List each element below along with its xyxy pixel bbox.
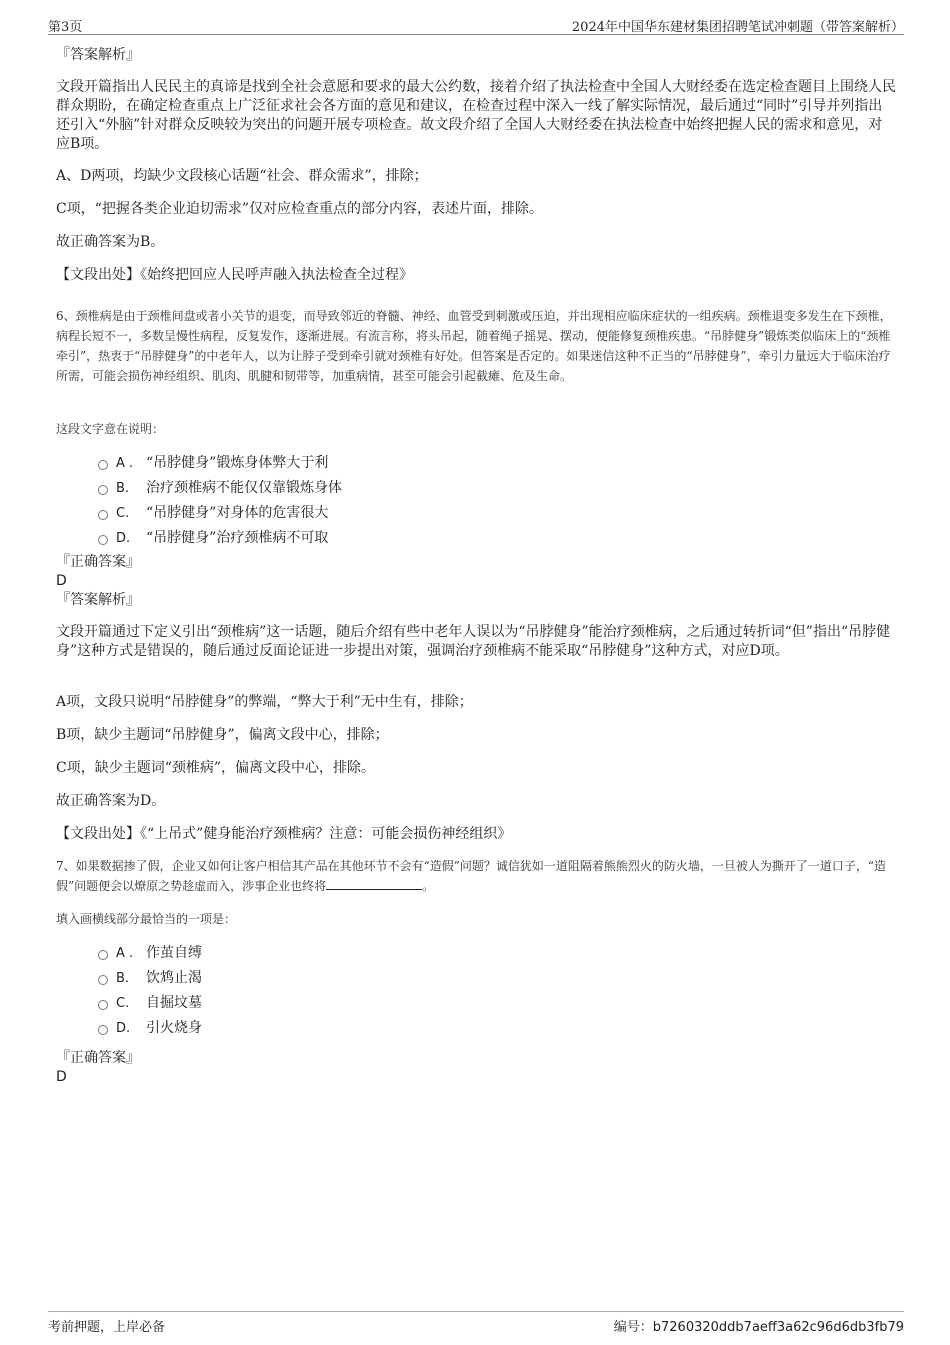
document-title: 2024年中国华东建材集团招聘笔试冲刺题（带答案解析） xyxy=(571,20,904,35)
q5-analysis-text: 文段开篇指出人民民主的真谛是找到全社会意愿和要求的最大公约数，接着介绍了执法检查中全国人大财经委在选定检查题目上围绕人民群众期盼，在确定检查重点上广泛征求社会各方面的意见和建议，在检查过程中深入一线了解实际情况，最后通过“同时”引导并列指出还引入“外脑”针对群众反映较为突出的问题开展专项检查。故文段介绍了全国人大财经委在执法检查中始终把握人民的需求和意见，对应B项。 xyxy=(56,79,896,152)
q6-options xyxy=(56,451,896,551)
q7-option-b[interactable] xyxy=(56,966,896,991)
q7-option-c[interactable] xyxy=(56,991,896,1016)
option-letter: B. xyxy=(116,481,130,496)
option-letter: D. xyxy=(116,1021,131,1036)
q7-answer: D xyxy=(56,1069,67,1085)
option-text: 引火烧身 xyxy=(146,1020,202,1036)
q6-option-b[interactable] xyxy=(56,476,896,501)
option-text: “吊脖健身”锻炼身体弊大于利 xyxy=(146,455,329,471)
option-text: 自掘坟墓 xyxy=(146,995,202,1011)
q5-final-answer: 故正确答案为B。 xyxy=(56,234,165,250)
q6-prompt: 这段文字意在说明： xyxy=(56,422,165,436)
option-text: 饮鸩止渴 xyxy=(146,970,202,986)
q6-option-a[interactable] xyxy=(56,451,896,476)
q5-analysis-label: 『答案解析』 xyxy=(56,47,140,63)
q7-stem-end: 。 xyxy=(422,879,435,893)
radio-button-icon[interactable] xyxy=(98,975,108,985)
q7-stem-text: 7、如果数据掺了假，企业又如何让客户相信其产品在其他环节不会有“造假”问题？诚信犹如一道阻隔着熊熊烈火的防火墙，一旦被人为撕开了一道口子，“造假”问题便会以燎原之势趁虚而入，涉事企业也终将 xyxy=(56,859,887,893)
q6-final-answer: 故正确答案为D。 xyxy=(56,793,166,809)
page-number: 第3页 xyxy=(48,20,83,35)
page-footer xyxy=(48,1311,904,1335)
q6-analysis-c: C项，缺少主题词“颈椎病”，偏离文段中心，排除。 xyxy=(56,760,376,776)
radio-button-icon[interactable] xyxy=(98,460,108,470)
q6-answer: D xyxy=(56,573,67,589)
option-text: 作茧自缚 xyxy=(146,945,202,961)
main-content xyxy=(56,46,896,1087)
q6-analysis-label: 『答案解析』 xyxy=(56,592,140,608)
radio-button-icon[interactable] xyxy=(98,485,108,495)
q6-option-c[interactable] xyxy=(56,501,896,526)
q7-option-a[interactable] xyxy=(56,941,896,966)
option-text: 治疗颈椎病不能仅仅靠锻炼身体 xyxy=(146,480,342,496)
document-id: 编号：b7260320ddb7aeff3a62c96d6db3fb79 xyxy=(613,1320,904,1335)
option-text: “吊脖健身”对身体的危害很大 xyxy=(146,505,329,521)
fill-in-blank xyxy=(326,877,422,890)
q7-option-d[interactable] xyxy=(56,1016,896,1041)
option-letter: B. xyxy=(116,971,130,986)
q7-stem xyxy=(56,856,896,896)
q7-prompt: 填入画横线部分最恰当的一项是： xyxy=(56,912,237,926)
option-letter: D. xyxy=(116,531,131,546)
option-letter: A . xyxy=(116,456,134,471)
q6-source: 【文段出处】《“上吊式”健身能治疗颈椎病？注意：可能会损伤神经组织》 xyxy=(56,826,512,842)
q6-analysis-a: A项，文段只说明“吊脖健身”的弊端，“弊大于利”无中生有，排除； xyxy=(56,694,473,710)
footer-slogan: 考前押题，上岸必备 xyxy=(48,1320,166,1335)
q5-analysis-ad: A、D两项，均缺少文段核心话题“社会、群众需求”，排除； xyxy=(56,168,428,184)
option-letter: A . xyxy=(116,946,134,961)
q7-options xyxy=(56,941,896,1041)
option-text: “吊脖健身”治疗颈椎病不可取 xyxy=(146,530,329,546)
q5-source: 【文段出处】《始终把回应人民呼声融入执法检查全过程》 xyxy=(56,267,413,283)
radio-button-icon[interactable] xyxy=(98,535,108,545)
radio-button-icon[interactable] xyxy=(98,950,108,960)
q6-answer-label: 『正确答案』 xyxy=(56,554,140,570)
option-letter: C. xyxy=(116,506,130,521)
q6-stem: 6、颈椎病是由于颈椎间盘或者小关节的退变，而导致邻近的脊髓、神经、血管受到刺激或压迫，并出现相应临床症状的一组疾病。颈椎退变多发生在下颈椎，病程长短不一，多数呈慢性病程，反复发作，逐渐进展。有流言称，将头吊起，随着绳子摇晃、摆动，便能修复颈椎疾患。“吊脖健身”锻炼类似临床上的“颈椎牵引”，热衷于“吊脖健身”的中老年人，以为让脖子受到牵引就对颈椎有好处。但答案是否定的。如果迷信这种不正当的“吊脖健身”，牵引力量远大于临床治疗所需，可能会损伤神经组织、肌肉、肌腱和韧带等，加重病情，甚至可能会引起截瘫、危及生命。 xyxy=(56,309,892,383)
q7-answer-label: 『正确答案』 xyxy=(56,1050,140,1066)
q5-analysis-c: C项，“把握各类企业迫切需求”仅对应检查重点的部分内容，表述片面，排除。 xyxy=(56,201,544,217)
q6-analysis-b: B项，缺少主题词“吊脖健身”，偏离文段中心，排除； xyxy=(56,727,389,743)
radio-button-icon[interactable] xyxy=(98,510,108,520)
radio-button-icon[interactable] xyxy=(98,1000,108,1010)
q6-analysis-text: 文段开篇通过下定义引出“颈椎病”这一话题，随后介绍有些中老年人误以为“吊脖健身”能治疗颈椎病，之后通过转折词“但”指出“吊脖健身”这种方式是错误的，随后通过反面论证进一步提出对策，强调治疗颈椎病不能采取“吊脖健身”这种方式，对应D项。 xyxy=(56,624,891,659)
page-header xyxy=(48,16,904,35)
q6-option-d[interactable] xyxy=(56,526,896,551)
option-letter: C. xyxy=(116,996,130,1011)
radio-button-icon[interactable] xyxy=(98,1025,108,1035)
